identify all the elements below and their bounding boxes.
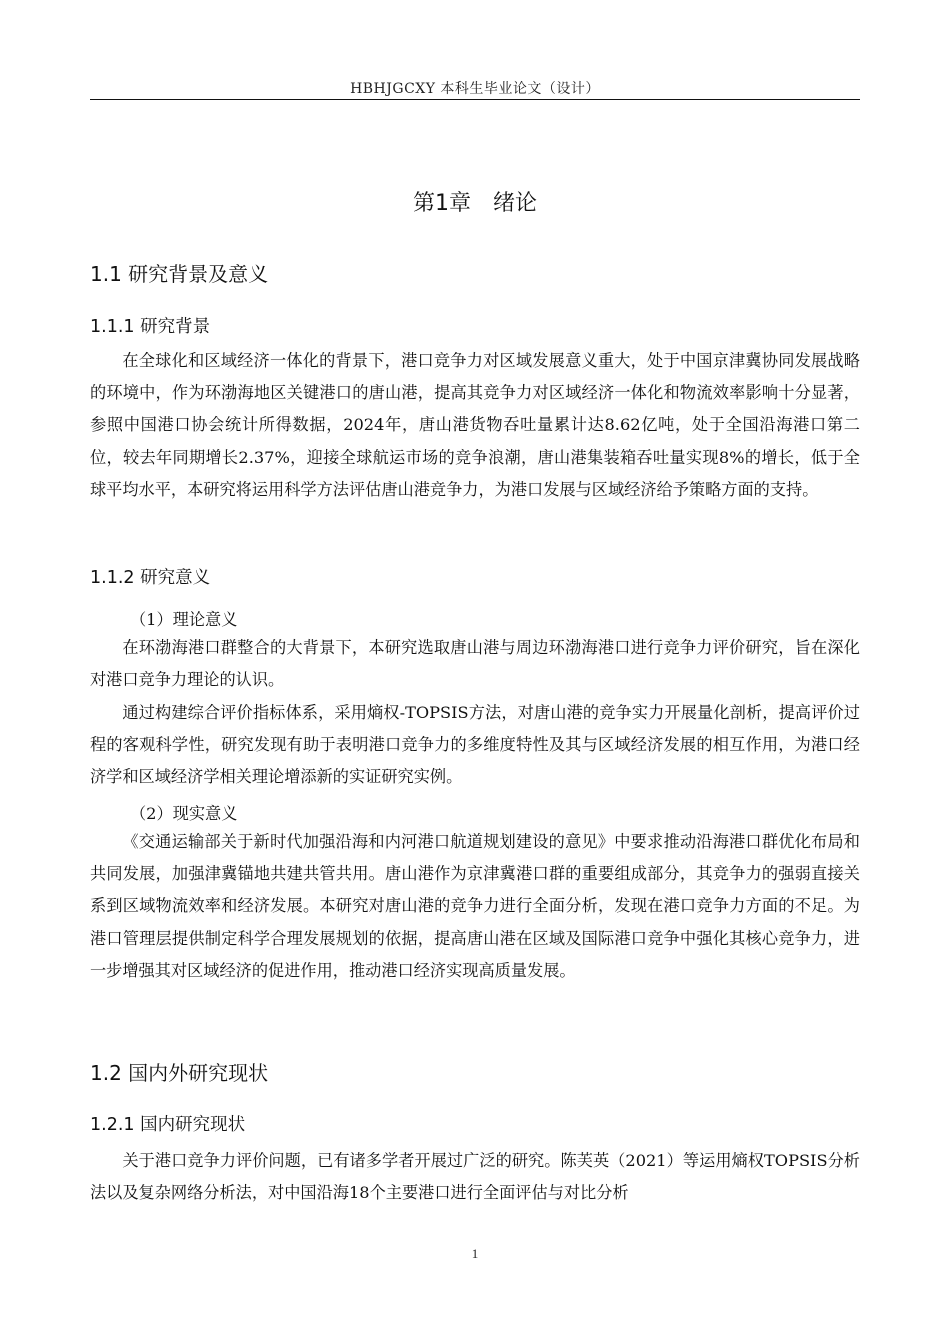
section-heading-1-2: 1.2 国内外研究现状 bbox=[90, 1061, 269, 1085]
page-number: 1 bbox=[471, 1246, 479, 1261]
practical-significance-label: （2）现实意义 bbox=[130, 804, 238, 823]
running-header: HBHJGCXY 本科生毕业论文（设计） bbox=[350, 81, 600, 97]
chapter-title: 第1章 绪论 bbox=[413, 191, 537, 216]
practical-paragraph: 《交通运输部关于新时代加强沿海和内河港口航道规划建设的意见》中要求推动沿海港口群优化布局和共同发展，加强津冀锚地共建共管共用。唐山港作为京津冀港口群的重要组成部分，其竞争力的强弱直接关系到区域物流效率和经济发展。本研究对唐山港的竞争力进行全面分析，发现在港口竞争力方面的不足。为港口管理层提供制定科学合理发展规划的依据，提高唐山港在区域及国际港口竞争中强化其核心竞争力，进一步增强其对区域经济的促进作用，推动港口经济实现高质量发展。 bbox=[90, 832, 860, 980]
section-heading-1-1-1: 1.1.1 研究背景 bbox=[90, 317, 211, 337]
section-heading-1-1-2: 1.1.2 研究意义 bbox=[90, 568, 211, 588]
background-paragraph: 在全球化和区域经济一体化的背景下，港口竞争力对区域发展意义重大，处于中国京津冀协同发展战略的环境中，作为环渤海地区关键港口的唐山港，提高其竞争力对区域经济一体化和物流效率影响十分显著，参照中国港口协会统计所得数据，2024年，唐山港货物吞吐量累计达8.62亿吨，处于全国沿海港口第二位，较去年同期增长2.37%，迎接全球航运市场的竞争浪潮，唐山港集装箱吞吐量实现8%的增长，低于全球平均水平，本研究将运用科学方法评估唐山港竞争力，为港口发展与区域经济给予策略方面的支持。 bbox=[90, 351, 860, 499]
theory-paragraph-1: 在环渤海港口群整合的大背景下，本研究选取唐山港与周边环渤海港口进行竞争力评价研究，旨在深化对港口竞争力理论的认识。 bbox=[90, 638, 860, 690]
domestic-research-paragraph: 关于港口竞争力评价问题，已有诸多学者开展过广泛的研究。陈芙英（2021）等运用熵权TOPSIS分析法以及复杂网络分析法，对中国沿海18个主要港口进行全面评估与对比分析 bbox=[90, 1151, 860, 1203]
header-divider bbox=[90, 99, 860, 100]
theory-paragraph-2: 通过构建综合评价指标体系，采用熵权-TOPSIS方法，对唐山港的竞争实力开展量化剖析，提高评价过程的客观科学性，研究发现有助于表明港口竞争力的多维度特性及其与区域经济发展的相互作用，为港口经济学和区域经济学相关理论增添新的实证研究实例。 bbox=[90, 703, 860, 787]
section-heading-1-2-1: 1.2.1 国内研究现状 bbox=[90, 1115, 246, 1135]
theory-significance-label: （1）理论意义 bbox=[130, 610, 238, 629]
section-heading-1-1: 1.1 研究背景及意义 bbox=[90, 262, 269, 286]
